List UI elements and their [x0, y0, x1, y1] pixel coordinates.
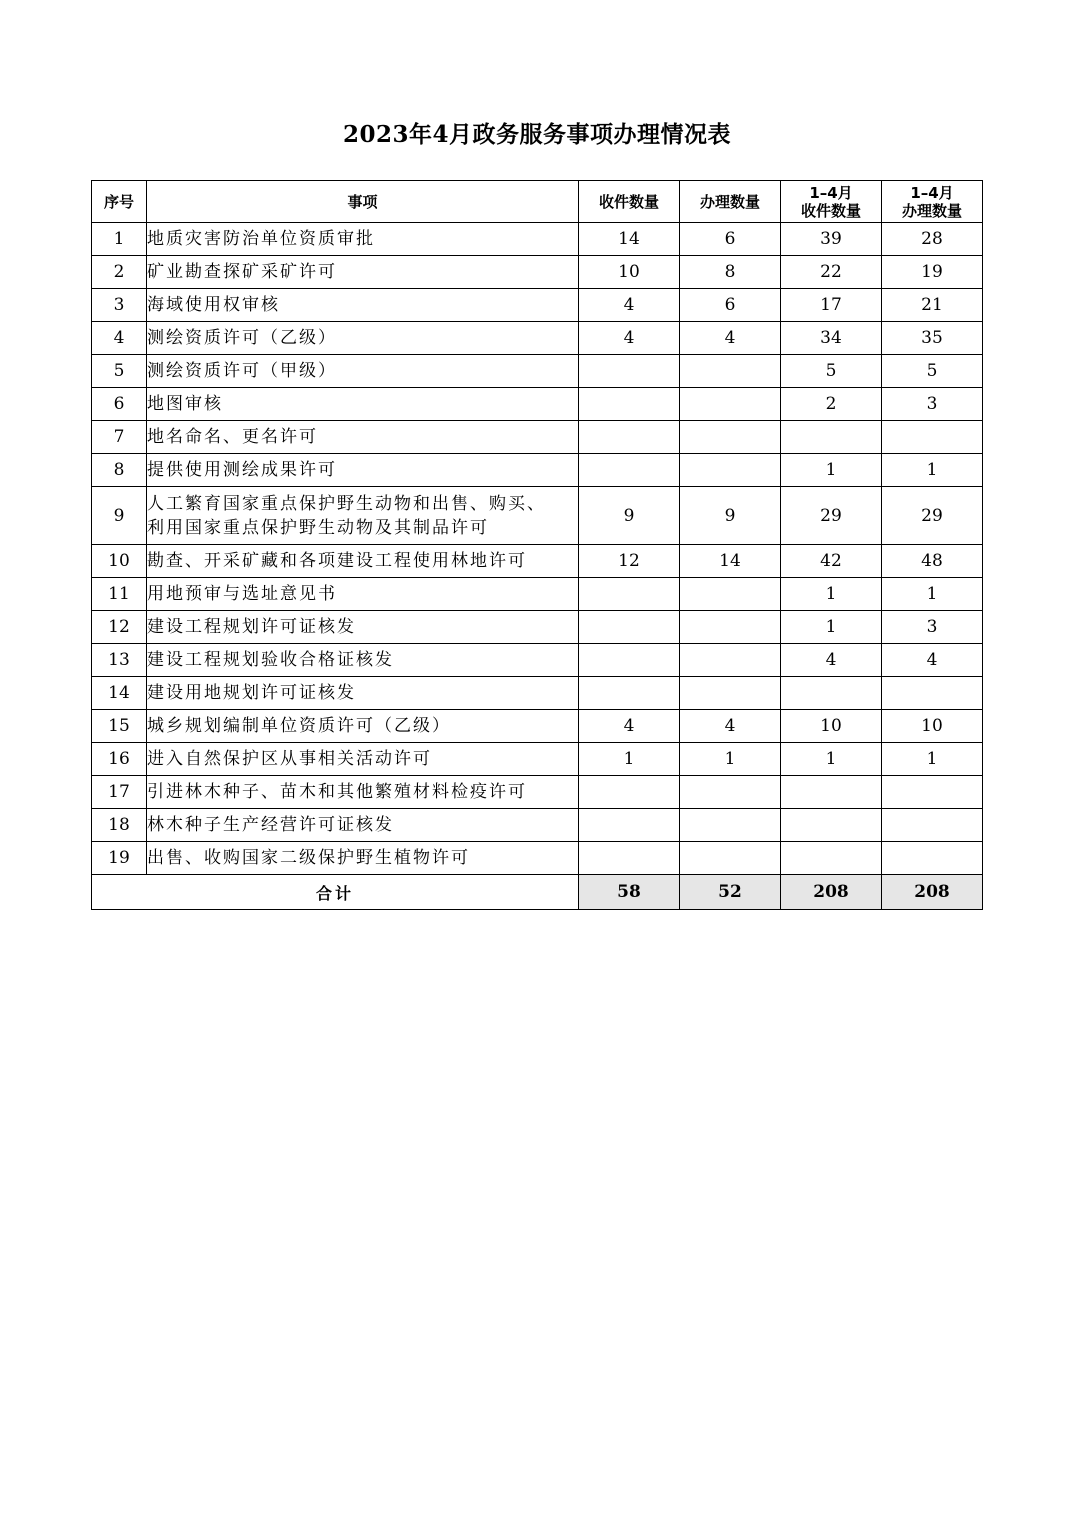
- header-ytd-handled-line2: 办理数量: [901, 201, 962, 220]
- row-ytd-received: [781, 809, 882, 842]
- row-seq: 10: [92, 545, 147, 578]
- table-row: [92, 644, 983, 677]
- row-ytd-handled: [882, 809, 983, 842]
- row-received: 4: [579, 322, 680, 355]
- row-handled: 4: [680, 322, 781, 355]
- row-item: 出售、收购国家二级保护野生植物许可: [147, 842, 579, 875]
- row-handled: [680, 842, 781, 875]
- row-received: [579, 421, 680, 454]
- row-seq: 19: [92, 842, 147, 875]
- row-item: 建设工程规划许可证核发: [147, 611, 579, 644]
- row-handled: 1: [680, 743, 781, 776]
- row-handled: 8: [680, 256, 781, 289]
- row-seq: 17: [92, 776, 147, 809]
- row-item: 测绘资质许可（甲级）: [147, 355, 579, 388]
- row-received: [579, 388, 680, 421]
- row-seq: 6: [92, 388, 147, 421]
- table-row: [92, 487, 983, 545]
- table-row: [92, 776, 983, 809]
- row-handled: [680, 809, 781, 842]
- row-handled: 6: [680, 223, 781, 256]
- row-ytd-handled: 28: [882, 223, 983, 256]
- row-received: [579, 355, 680, 388]
- row-received: 12: [579, 545, 680, 578]
- total-handled: 52: [680, 875, 781, 910]
- row-ytd-received: 39: [781, 223, 882, 256]
- row-handled: [680, 454, 781, 487]
- row-received: 14: [579, 223, 680, 256]
- table-row: [92, 421, 983, 454]
- row-item: 海域使用权审核: [147, 289, 579, 322]
- row-ytd-handled: 4: [882, 644, 983, 677]
- header-handled: 办理数量: [680, 181, 781, 223]
- row-received: 9: [579, 487, 680, 545]
- row-ytd-handled: 1: [882, 578, 983, 611]
- row-ytd-handled: 1: [882, 743, 983, 776]
- row-item: 矿业勘查探矿采矿许可: [147, 256, 579, 289]
- row-seq: 15: [92, 710, 147, 743]
- table-row: [92, 322, 983, 355]
- table-row: [92, 677, 983, 710]
- row-handled: [680, 611, 781, 644]
- row-seq: 8: [92, 454, 147, 487]
- row-item: 引进林木种子、苗木和其他繁殖材料检疫许可: [147, 776, 579, 809]
- row-received: 1: [579, 743, 680, 776]
- total-ytd-received: 208: [781, 875, 882, 910]
- row-item: [147, 487, 579, 545]
- row-ytd-received: 2: [781, 388, 882, 421]
- row-received: [579, 776, 680, 809]
- total-label: 合计: [92, 875, 579, 910]
- total-ytd-handled: 208: [882, 875, 983, 910]
- row-item: 测绘资质许可（乙级）: [147, 322, 579, 355]
- table-row: [92, 256, 983, 289]
- header-item: 事项: [147, 181, 579, 223]
- row-ytd-received: 1: [781, 578, 882, 611]
- table-row: [92, 223, 983, 256]
- row-ytd-received: 1: [781, 454, 882, 487]
- row-handled: 14: [680, 545, 781, 578]
- row-seq: 16: [92, 743, 147, 776]
- header-received: 收件数量: [579, 181, 680, 223]
- row-handled: [680, 421, 781, 454]
- table-row: [92, 611, 983, 644]
- row-received: 10: [579, 256, 680, 289]
- row-received: 4: [579, 289, 680, 322]
- row-handled: 4: [680, 710, 781, 743]
- row-handled: 6: [680, 289, 781, 322]
- row-seq: 14: [92, 677, 147, 710]
- row-ytd-received: 17: [781, 289, 882, 322]
- total-received: 58: [579, 875, 680, 910]
- row-handled: [680, 644, 781, 677]
- row-seq: 12: [92, 611, 147, 644]
- row-item: 勘查、开采矿藏和各项建设工程使用林地许可: [147, 545, 579, 578]
- row-seq: 13: [92, 644, 147, 677]
- row-received: [579, 842, 680, 875]
- row-handled: [680, 776, 781, 809]
- header-ytd-received-line1: 1–4月: [809, 183, 853, 202]
- row-handled: 9: [680, 487, 781, 545]
- row-seq: 4: [92, 322, 147, 355]
- row-seq: 11: [92, 578, 147, 611]
- row-handled: [680, 388, 781, 421]
- table-row: [92, 842, 983, 875]
- row-ytd-handled: 48: [882, 545, 983, 578]
- row-ytd-received: [781, 677, 882, 710]
- row-item: 林木种子生产经营许可证核发: [147, 809, 579, 842]
- row-ytd-received: 5: [781, 355, 882, 388]
- row-ytd-handled: 10: [882, 710, 983, 743]
- row-ytd-handled: 3: [882, 611, 983, 644]
- row-seq: 2: [92, 256, 147, 289]
- row-ytd-received: 1: [781, 743, 882, 776]
- page-title: 2023年4月政务服务事项办理情况表: [342, 121, 732, 148]
- row-item-line2: 利用国家重点保护野生动物及其制品许可: [147, 517, 489, 538]
- header-ytd-received: [781, 181, 882, 223]
- total-row: [92, 875, 983, 910]
- row-item-line1: 人工繁育国家重点保护野生动物和出售、购买、: [147, 493, 546, 514]
- row-received: [579, 677, 680, 710]
- row-ytd-received: 29: [781, 487, 882, 545]
- row-seq: 5: [92, 355, 147, 388]
- row-ytd-received: 42: [781, 545, 882, 578]
- row-ytd-received: [781, 776, 882, 809]
- table-row: [92, 454, 983, 487]
- row-received: [579, 611, 680, 644]
- row-item: 用地预审与选址意见书: [147, 578, 579, 611]
- table-row: [92, 578, 983, 611]
- row-item: 进入自然保护区从事相关活动许可: [147, 743, 579, 776]
- table-row: [92, 710, 983, 743]
- row-ytd-handled: 35: [882, 322, 983, 355]
- row-ytd-handled: 3: [882, 388, 983, 421]
- row-ytd-handled: [882, 776, 983, 809]
- table-row: [92, 289, 983, 322]
- row-seq: 18: [92, 809, 147, 842]
- row-item: 地质灾害防治单位资质审批: [147, 223, 579, 256]
- row-received: [579, 578, 680, 611]
- row-item: 提供使用测绘成果许可: [147, 454, 579, 487]
- row-ytd-received: 10: [781, 710, 882, 743]
- row-item: 地名命名、更名许可: [147, 421, 579, 454]
- header-ytd-received-line2: 收件数量: [800, 201, 861, 220]
- row-received: [579, 644, 680, 677]
- row-ytd-handled: 1: [882, 454, 983, 487]
- row-ytd-received: 1: [781, 611, 882, 644]
- row-item: 地图审核: [147, 388, 579, 421]
- header-ytd-handled: [882, 181, 983, 223]
- row-ytd-received: [781, 421, 882, 454]
- header-ytd-handled-line1: 1–4月: [910, 183, 954, 202]
- row-ytd-handled: 19: [882, 256, 983, 289]
- row-ytd-handled: 21: [882, 289, 983, 322]
- row-seq: 7: [92, 421, 147, 454]
- row-item: 建设用地规划许可证核发: [147, 677, 579, 710]
- row-received: [579, 809, 680, 842]
- row-ytd-handled: 29: [882, 487, 983, 545]
- row-handled: [680, 355, 781, 388]
- row-ytd-handled: [882, 842, 983, 875]
- table-row: [92, 388, 983, 421]
- table-row: [92, 743, 983, 776]
- row-item: 城乡规划编制单位资质许可（乙级）: [147, 710, 579, 743]
- service-stats-table: [91, 180, 983, 910]
- row-handled: [680, 677, 781, 710]
- table-row: [92, 545, 983, 578]
- row-received: 4: [579, 710, 680, 743]
- table-header-row: [92, 181, 983, 223]
- row-seq: 1: [92, 223, 147, 256]
- header-seq: 序号: [92, 181, 147, 223]
- table-row: [92, 809, 983, 842]
- row-seq: 3: [92, 289, 147, 322]
- row-seq: 9: [92, 487, 147, 545]
- row-ytd-handled: 5: [882, 355, 983, 388]
- row-item: 建设工程规划验收合格证核发: [147, 644, 579, 677]
- row-ytd-received: 4: [781, 644, 882, 677]
- row-ytd-received: 34: [781, 322, 882, 355]
- row-ytd-received: 22: [781, 256, 882, 289]
- row-ytd-handled: [882, 421, 983, 454]
- row-received: [579, 454, 680, 487]
- row-handled: [680, 578, 781, 611]
- row-ytd-received: [781, 842, 882, 875]
- table-row: [92, 355, 983, 388]
- row-ytd-handled: [882, 677, 983, 710]
